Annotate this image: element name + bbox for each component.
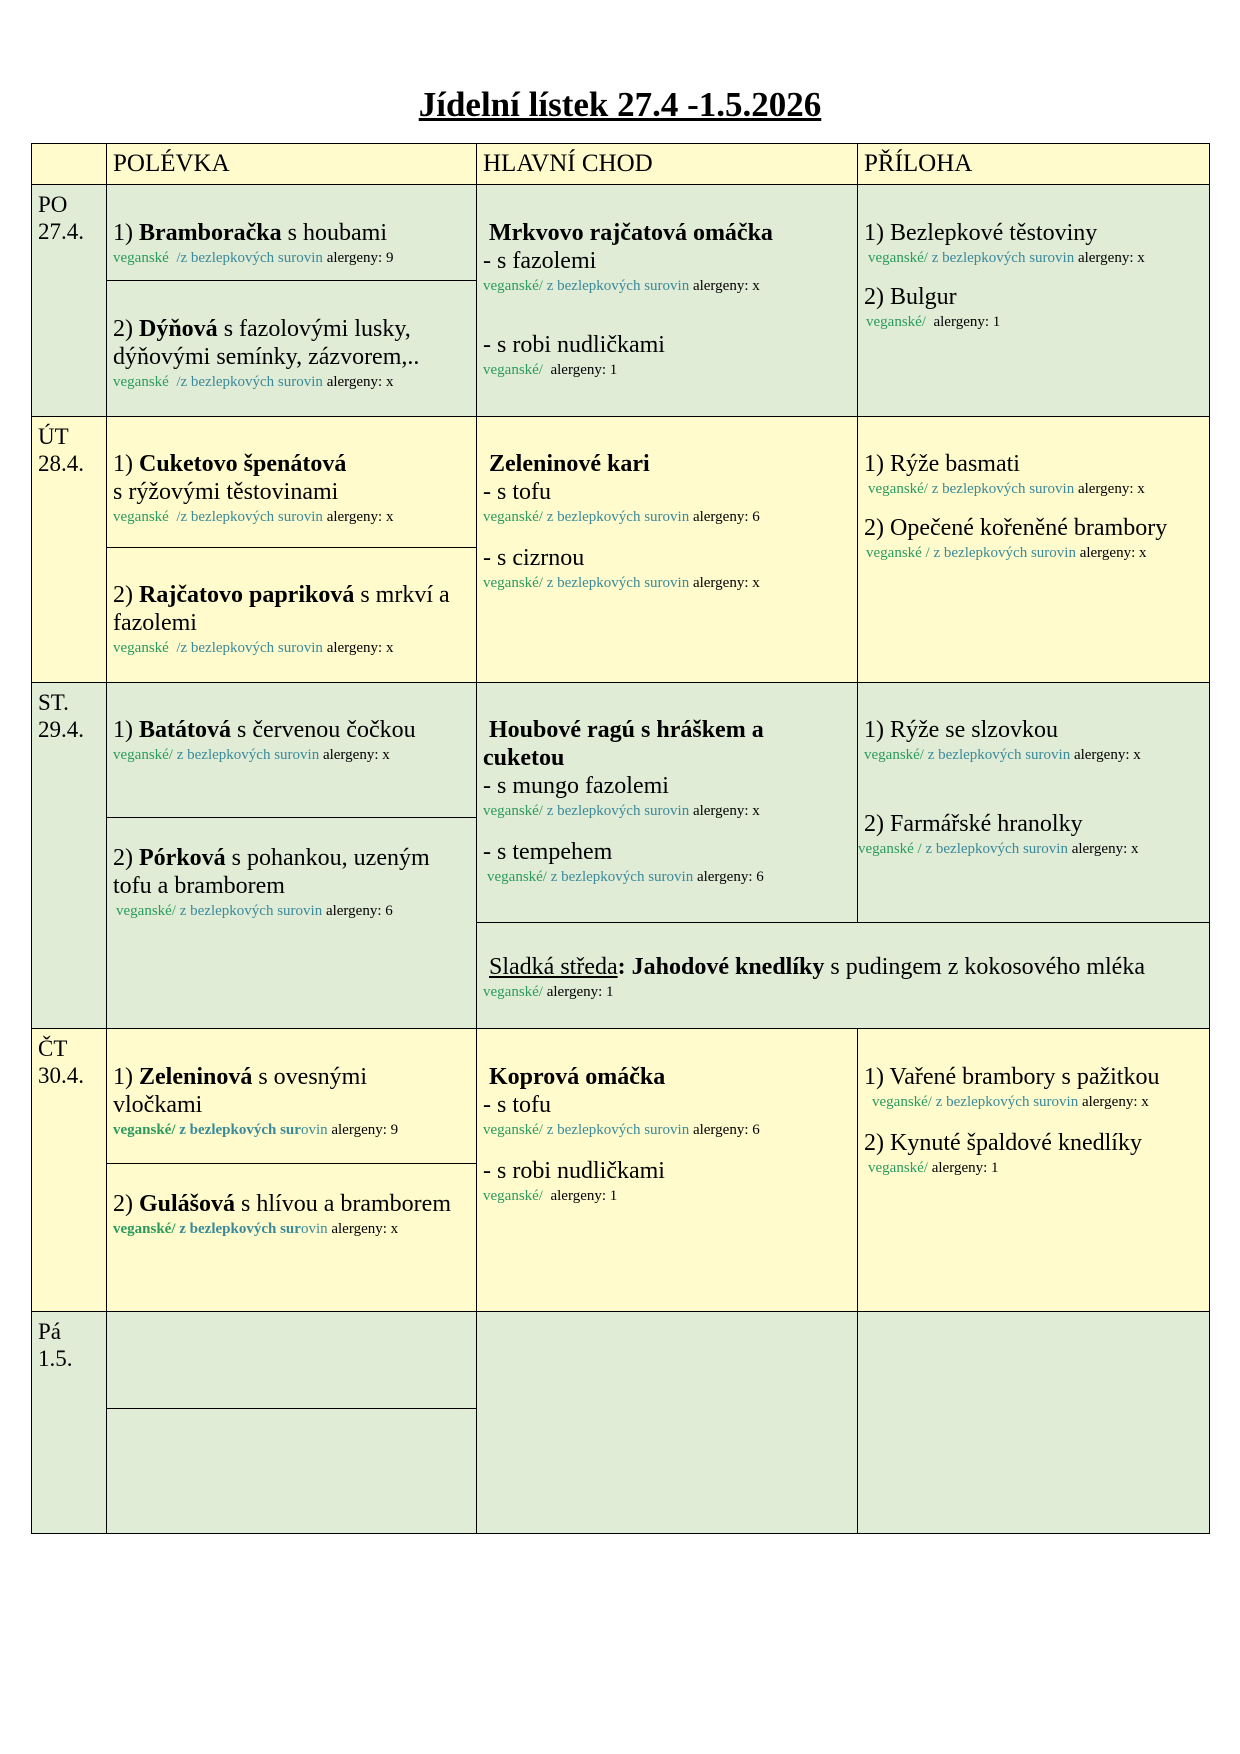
main-title: Houbové ragú s hráškem a [489, 717, 764, 743]
soup-2: 2) Gulášová s hlívou a bramborem veganské/ z bezlepkových surovin alergeny: x [113, 1191, 451, 1237]
side-cell: 1) Rýže basmati veganské/ z bezlepkových surovin alergeny: x 2) Opečené kořeněné brambory veganské / z bezlepkových surovin alergeny: x [858, 417, 1210, 683]
day-row-wednesday [32, 683, 1210, 923]
sweet-wednesday-cell: Sladká středa: Jahodové knedlíky s pudingem z kokosového mléka veganské/ alergeny: 1 [477, 923, 1210, 1029]
side-cell [858, 1312, 1210, 1534]
soup-cell [107, 417, 477, 683]
day-row-friday [32, 1312, 1210, 1534]
main-title: Koprová omáčka [489, 1064, 666, 1090]
soup-1: 1) Bramboračka s houbami veganské /z bezlepkových surovin alergeny: 9 [107, 185, 476, 281]
soup-cell [107, 683, 477, 1029]
header-soup: POLÉVKA [107, 144, 477, 185]
soup-1: 1) Batátová s červenou čočkou veganské/ z bezlepkových surovin alergeny: x [107, 683, 476, 818]
day-label: ST. 29.4. [32, 683, 107, 1029]
side-cell: 1) Rýže se slzovkou veganské/ z bezlepkových surovin alergeny: x 2) Farmářské hranolky veganské / z bezlepkových surovin alergeny: x [858, 683, 1210, 923]
main-cell: Houbové ragú s hráškem a cuketou - s mungo fazolemi veganské/ z bezlepkových surovin alergeny: x - s tempehem veganské/ z bezlepkových surovin alergeny: 6 [477, 683, 858, 923]
soup-cell [107, 185, 477, 417]
soup-cell [107, 1312, 477, 1534]
soup-2: 2) Dýňová s fazolovými lusky, dýňovými semínky, zázvorem,.. veganské /z bezlepkových surovin alergeny: x [113, 316, 420, 390]
page-title: Jídelní lístek 27.4 -1.5.2026 [418, 85, 822, 124]
soup-cell [107, 1029, 477, 1312]
main-title: Zeleninové kari [489, 451, 650, 477]
header-day-cell [32, 144, 107, 185]
main-cell: Mrkvovo rajčatová omáčka - s fazolemi veganské/ z bezlepkových surovin alergeny: x - s robi nudličkami veganské/ alergeny: 1 [477, 185, 858, 417]
day-label: PO 27.4. [32, 185, 107, 417]
main-title: Mrkvovo rajčatová omáčka [489, 220, 773, 246]
main-cell: Koprová omáčka - s tofu veganské/ z bezlepkových surovin alergeny: 6 - s robi nudličkami veganské/ alergeny: 1 [477, 1029, 858, 1312]
soup-1: 1) Cuketovo špenátová s rýžovými těstovinami veganské /z bezlepkových surovin alergeny: x [107, 417, 476, 548]
soup-1-empty [107, 1312, 476, 1409]
header-main: HLAVNÍ CHOD [477, 144, 858, 185]
main-cell: Zeleninové kari - s tofu veganské/ z bezlepkových surovin alergeny: 6 - s cizrnou veganské/ z bezlepkových surovin alergeny: x [477, 417, 858, 683]
day-row-thursday [32, 1029, 1210, 1312]
day-label: ÚT 28.4. [32, 417, 107, 683]
header-side: PŘÍLOHA [858, 144, 1210, 185]
day-label: Pá 1.5. [32, 1312, 107, 1534]
menu-table [31, 143, 1210, 1534]
day-row-monday [32, 185, 1210, 417]
side-cell: 1) Vařené brambory s pažitkou veganské/ z bezlepkových surovin alergeny: x 2) Kynuté špaldové knedlíky veganské/ alergeny: 1 [858, 1029, 1210, 1312]
soup-2: 2) Rajčatovo papriková s mrkví a fazolemi veganské /z bezlepkových surovin alergeny: x [113, 582, 450, 656]
side-cell: 1) Bezlepkové těstoviny veganské/ z bezlepkových surovin alergeny: x 2) Bulgur veganské/ alergeny: 1 [858, 185, 1210, 417]
header-row [32, 144, 1210, 185]
day-row-tuesday [32, 417, 1210, 683]
day-label: ČT 30.4. [32, 1029, 107, 1312]
soup-2: 2) Pórková s pohankou, uzeným tofu a bramborem veganské/ z bezlepkových surovin alergeny: 6 [113, 845, 430, 919]
soup-1: 1) Zeleninová s ovesnými vločkami veganské/ z bezlepkových surovin alergeny: 9 [107, 1029, 476, 1164]
main-cell [477, 1312, 858, 1534]
